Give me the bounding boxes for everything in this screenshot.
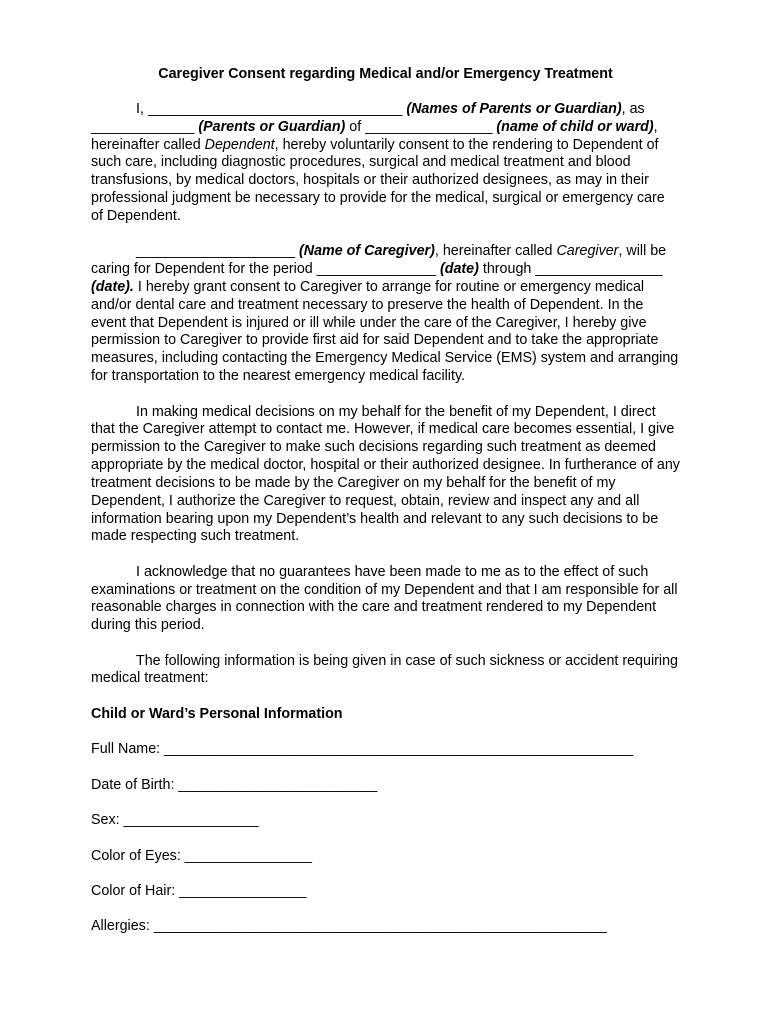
caregiver-text: , hereinafter called xyxy=(434,243,557,260)
document-title: Caregiver Consent regarding Medical and/or Emergency Treatment xyxy=(158,66,613,82)
paragraph-caregiver xyxy=(91,243,680,386)
caregiver-term: Caregiver xyxy=(556,243,619,260)
paragraph-medical-decisions: In making medical decisions on my behalf for the benefit of my Dependent, I direct that the Caregiver attempt to contact me. However, if medical care becomes essential, I give permission to the Caregiver to make such decisions regarding such treatment as deemed appropriate by the medical doctor, hospital or their authorized designee. In furtherance of any treatment decisions to be made by the Caregiver on my behalf for the benefit of my Dependent, I authorize the Caregiver to request, obtain, review and inspect any and all information bearing upon my Dependent’s health and relevant to any such decisions to be made respecting such treatment. xyxy=(91,403,680,545)
parent-name-blank: I, ________________________________ xyxy=(136,100,407,117)
hair-color-field[interactable]: Color of Hair: ________________ xyxy=(91,883,307,899)
date-of-birth-field[interactable]: Date of Birth: _________________________ xyxy=(91,776,378,793)
period-start-blank: , will be caring for Dependent for the period _______________ xyxy=(91,243,667,278)
period-end-blank: through ________________ xyxy=(478,261,663,278)
allergies-field[interactable]: Allergies: _________________________________________________________ xyxy=(91,918,607,935)
names-of-parents-label: (Names of Parents or Guardian) xyxy=(406,100,622,117)
parents-or-guardian-label: (Parents or Guardian) xyxy=(198,118,346,135)
caregiver-name-blank: ____________________ xyxy=(136,243,299,260)
consent-text-continued: , hereby voluntarily consent to the rendering to Dependent of such care, including diagnostic procedures, surgical and medical treatment and blood transfusions, by medical doctors, hospitals or their authorized designees, as may in their professional judgment be necessary to provide for the medical, surgical or emergency care of Dependent. xyxy=(91,136,665,224)
caregiver-text-continued: I hereby grant consent to Caregiver to arrange for routine or emergency medical and/or dental care and treatment necessary to preserve the health of Dependent. In the event that Dependent is injured or ill while under the care of the Caregiver, I hereby give permission to Caregiver to provide first aid for said Dependent and to take the appropriate measures, including contacting the Emergency Medical Service (EMS) system and arranging for transportation to the nearest emergency medical facility. xyxy=(91,278,679,385)
paragraph-parent-consent xyxy=(91,101,680,226)
full-name-field[interactable]: Full Name: ___________________________________________________________ xyxy=(91,741,634,758)
paragraph-information-intro: The following information is being given in case of such sickness or accident requiring medical treatment: xyxy=(91,652,678,687)
relationship-blank: , as _____________ xyxy=(91,100,645,135)
consent-text: , hereinafter called xyxy=(91,118,658,153)
date-label-start: (date) xyxy=(439,261,479,278)
date-label-end: (date). xyxy=(91,278,134,295)
dependent-term: Dependent xyxy=(204,136,275,153)
eye-color-field[interactable]: Color of Eyes: ________________ xyxy=(91,847,312,864)
child-or-ward-label: (name of child or ward) xyxy=(496,118,654,135)
paragraph-acknowledgement: I acknowledge that no guarantees have been made to me as to the effect of such examinations or treatment on the condition of my Dependent and that I am responsible for all reasonable charges in connection with the care and treatment rendered to my Dependent during this period. xyxy=(91,563,678,634)
sex-field[interactable]: Sex: _________________ xyxy=(91,812,259,829)
personal-info-heading: Child or Ward’s Personal Information xyxy=(91,705,343,722)
child-name-blank: of ________________ xyxy=(345,118,497,135)
name-of-caregiver-label: (Name of Caregiver) xyxy=(299,243,435,260)
